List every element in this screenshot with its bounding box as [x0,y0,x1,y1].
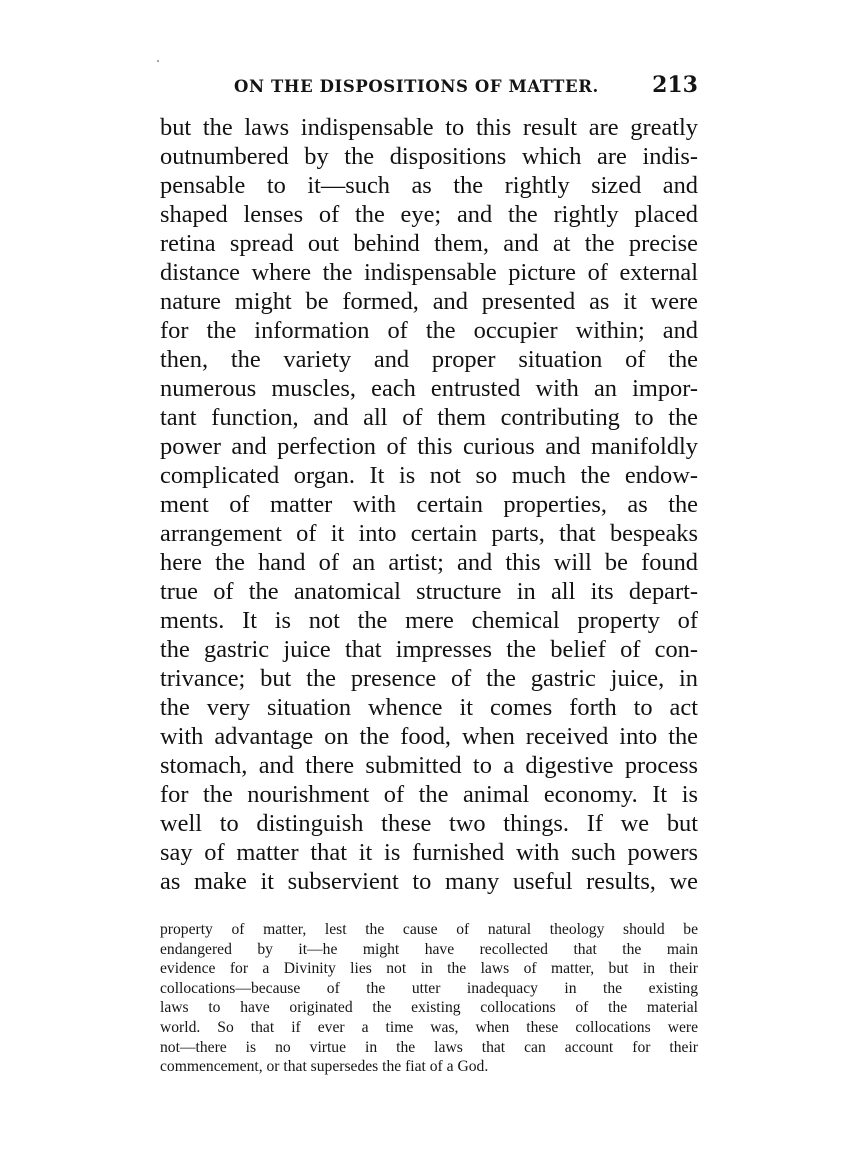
running-title: ON THE DISPOSITIONS OF MATTER. [234,77,599,96]
footnote-line: laws to have originated the existing collocations of the material [160,999,698,1017]
body-line: ment of matter with certain properties, as the [160,491,698,518]
book-page [160,0,698,1150]
body-line: for the nourishment of the animal economy. It is [160,781,698,808]
body-line: ments. It is not the mere chemical property of [160,607,698,634]
body-line: pensable to it—such as the rightly sized and [160,172,698,199]
body-line: power and perfection of this curious and manifoldly [160,433,698,460]
footnote-line: endangered by it—he might have recollected that the main [160,940,698,958]
body-line: arrangement of it into certain parts, that bespeaks [160,520,698,547]
body-text [160,113,698,896]
body-line: the very situation whence it comes forth to act [160,694,698,721]
footnote-line: property of matter, lest the cause of natural theology should be [160,921,698,938]
body-line: stomach, and there submitted to a digestive process [160,752,698,779]
body-line: then, the variety and proper situation of the [160,346,698,373]
running-head [234,72,698,102]
body-line: say of matter that it is furnished with such powers [160,839,698,866]
body-line: well to distinguish these two things. If we but [160,810,698,837]
body-line: with advantage on the food, when received into the [160,723,698,750]
body-line: here the hand of an artist; and this will be found [160,549,698,576]
footnote-line: not—there is no virtue in the laws that can account for their [160,1038,698,1056]
body-line: for the information of the occupier within; and [160,317,698,344]
body-line: trivance; but the presence of the gastric juice, in [160,665,698,692]
body-line: retina spread out behind them, and at the precise [160,230,698,257]
footnote [160,920,698,1077]
body-line: but the laws indispensable to this result are greatly [160,114,698,141]
body-line: outnumbered by the dispositions which are indis- [160,143,698,170]
footnote-line: world. So that if ever a time was, when these collocations were [160,1018,698,1036]
body-line: numerous muscles, each entrusted with an impor- [160,375,698,402]
body-line: true of the anatomical structure in all its depart- [160,578,698,605]
footnote-line: collocations—because of the utter inadequacy in the existing [160,979,698,997]
body-line: the gastric juice that impresses the belief of con- [160,636,698,663]
body-line: distance where the indispensable picture of external [160,259,698,286]
footnote-line: evidence for a Divinity lies not in the laws of matter, but in their [160,960,698,978]
paper-speck [157,60,159,62]
footnote-line: commencement, or that supersedes the fiat of a God. [160,1058,489,1076]
body-line: shaped lenses of the eye; and the rightly placed [160,201,698,228]
body-line: as make it subservient to many useful results, we [160,868,698,895]
page-number: 213 [652,72,698,98]
body-line: tant function, and all of them contributing to the [160,404,698,431]
body-line: nature might be formed, and presented as it were [160,288,698,315]
body-line: complicated organ. It is not so much the endow- [160,462,698,489]
